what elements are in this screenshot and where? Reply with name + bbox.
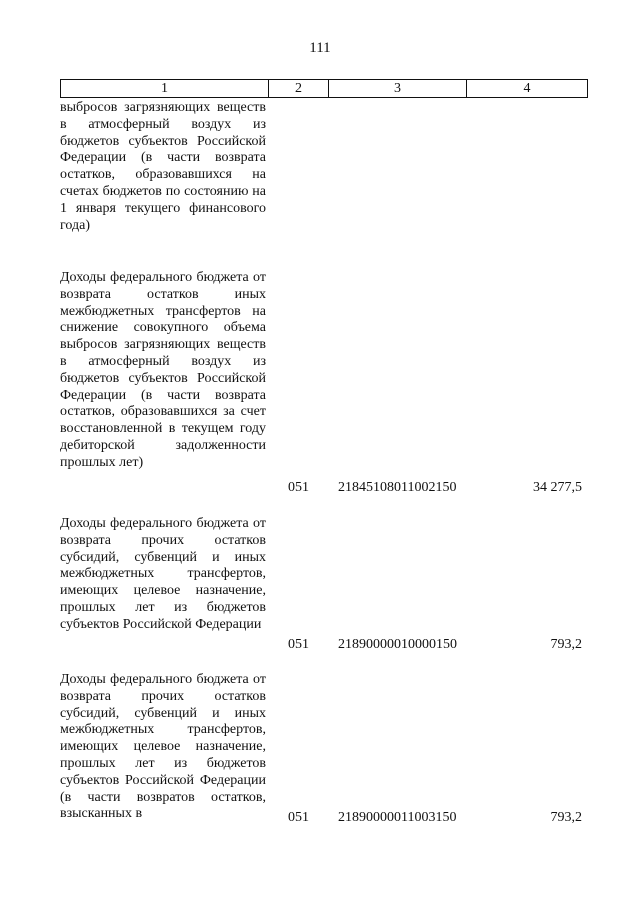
row-description: Доходы федерального бюджета от возврата прочих остатков субсидий, субвенций и иных межбюджетных трансфертов, имеющих целевое назначение, прошлых лет из бюджетов субъектов Российской Федерации [60, 516, 266, 632]
row-description: Доходы федерального бюджета от возврата остатков иных межбюджетных трансфертов на снижение совокупного объема выбросов загрязняющих веществ в атмосферный воздух из бюджетов субъектов Российской Федерации (в части возврата остатков, образовавшихся за счет восстановленной в текущем году дебиторской задолженности прошлых лет) [60, 270, 266, 470]
row-description: выбросов загрязняющих веществ в атмосферный воздух из бюджетов субъектов Российской Федерации (в части возврата остатков, образовавшихся на счетах бюджетов по состоянию на 1 января текущего финансового года) [60, 100, 266, 233]
header-col-3: 3 [329, 80, 467, 97]
row-kbk-code: 21890000010000150 [338, 637, 457, 652]
row-amount: 793,2 [550, 810, 582, 825]
row-admin-code: 051 [288, 637, 309, 652]
row-description: Доходы федерального бюджета от возврата прочих остатков субсидий, субвенций и иных межбюджетных трансфертов, имеющих целевое назначение, прошлых лет из бюджетов субъектов Российской Федерации (в части возвратов остатков, взысканных в [60, 672, 266, 822]
header-col-2: 2 [269, 80, 329, 97]
page-number: 111 [309, 40, 331, 56]
row-amount: 34 277,5 [533, 480, 582, 495]
row-kbk-code: 21845108011002150 [338, 480, 457, 495]
row-amount: 793,2 [550, 637, 582, 652]
row-kbk-code: 21890000011003150 [338, 810, 457, 825]
header-col-4: 4 [523, 81, 531, 96]
row-admin-code: 051 [288, 480, 309, 495]
row-admin-code: 051 [288, 810, 309, 825]
header-col-1: 1 [61, 80, 269, 97]
table-header [60, 79, 588, 98]
